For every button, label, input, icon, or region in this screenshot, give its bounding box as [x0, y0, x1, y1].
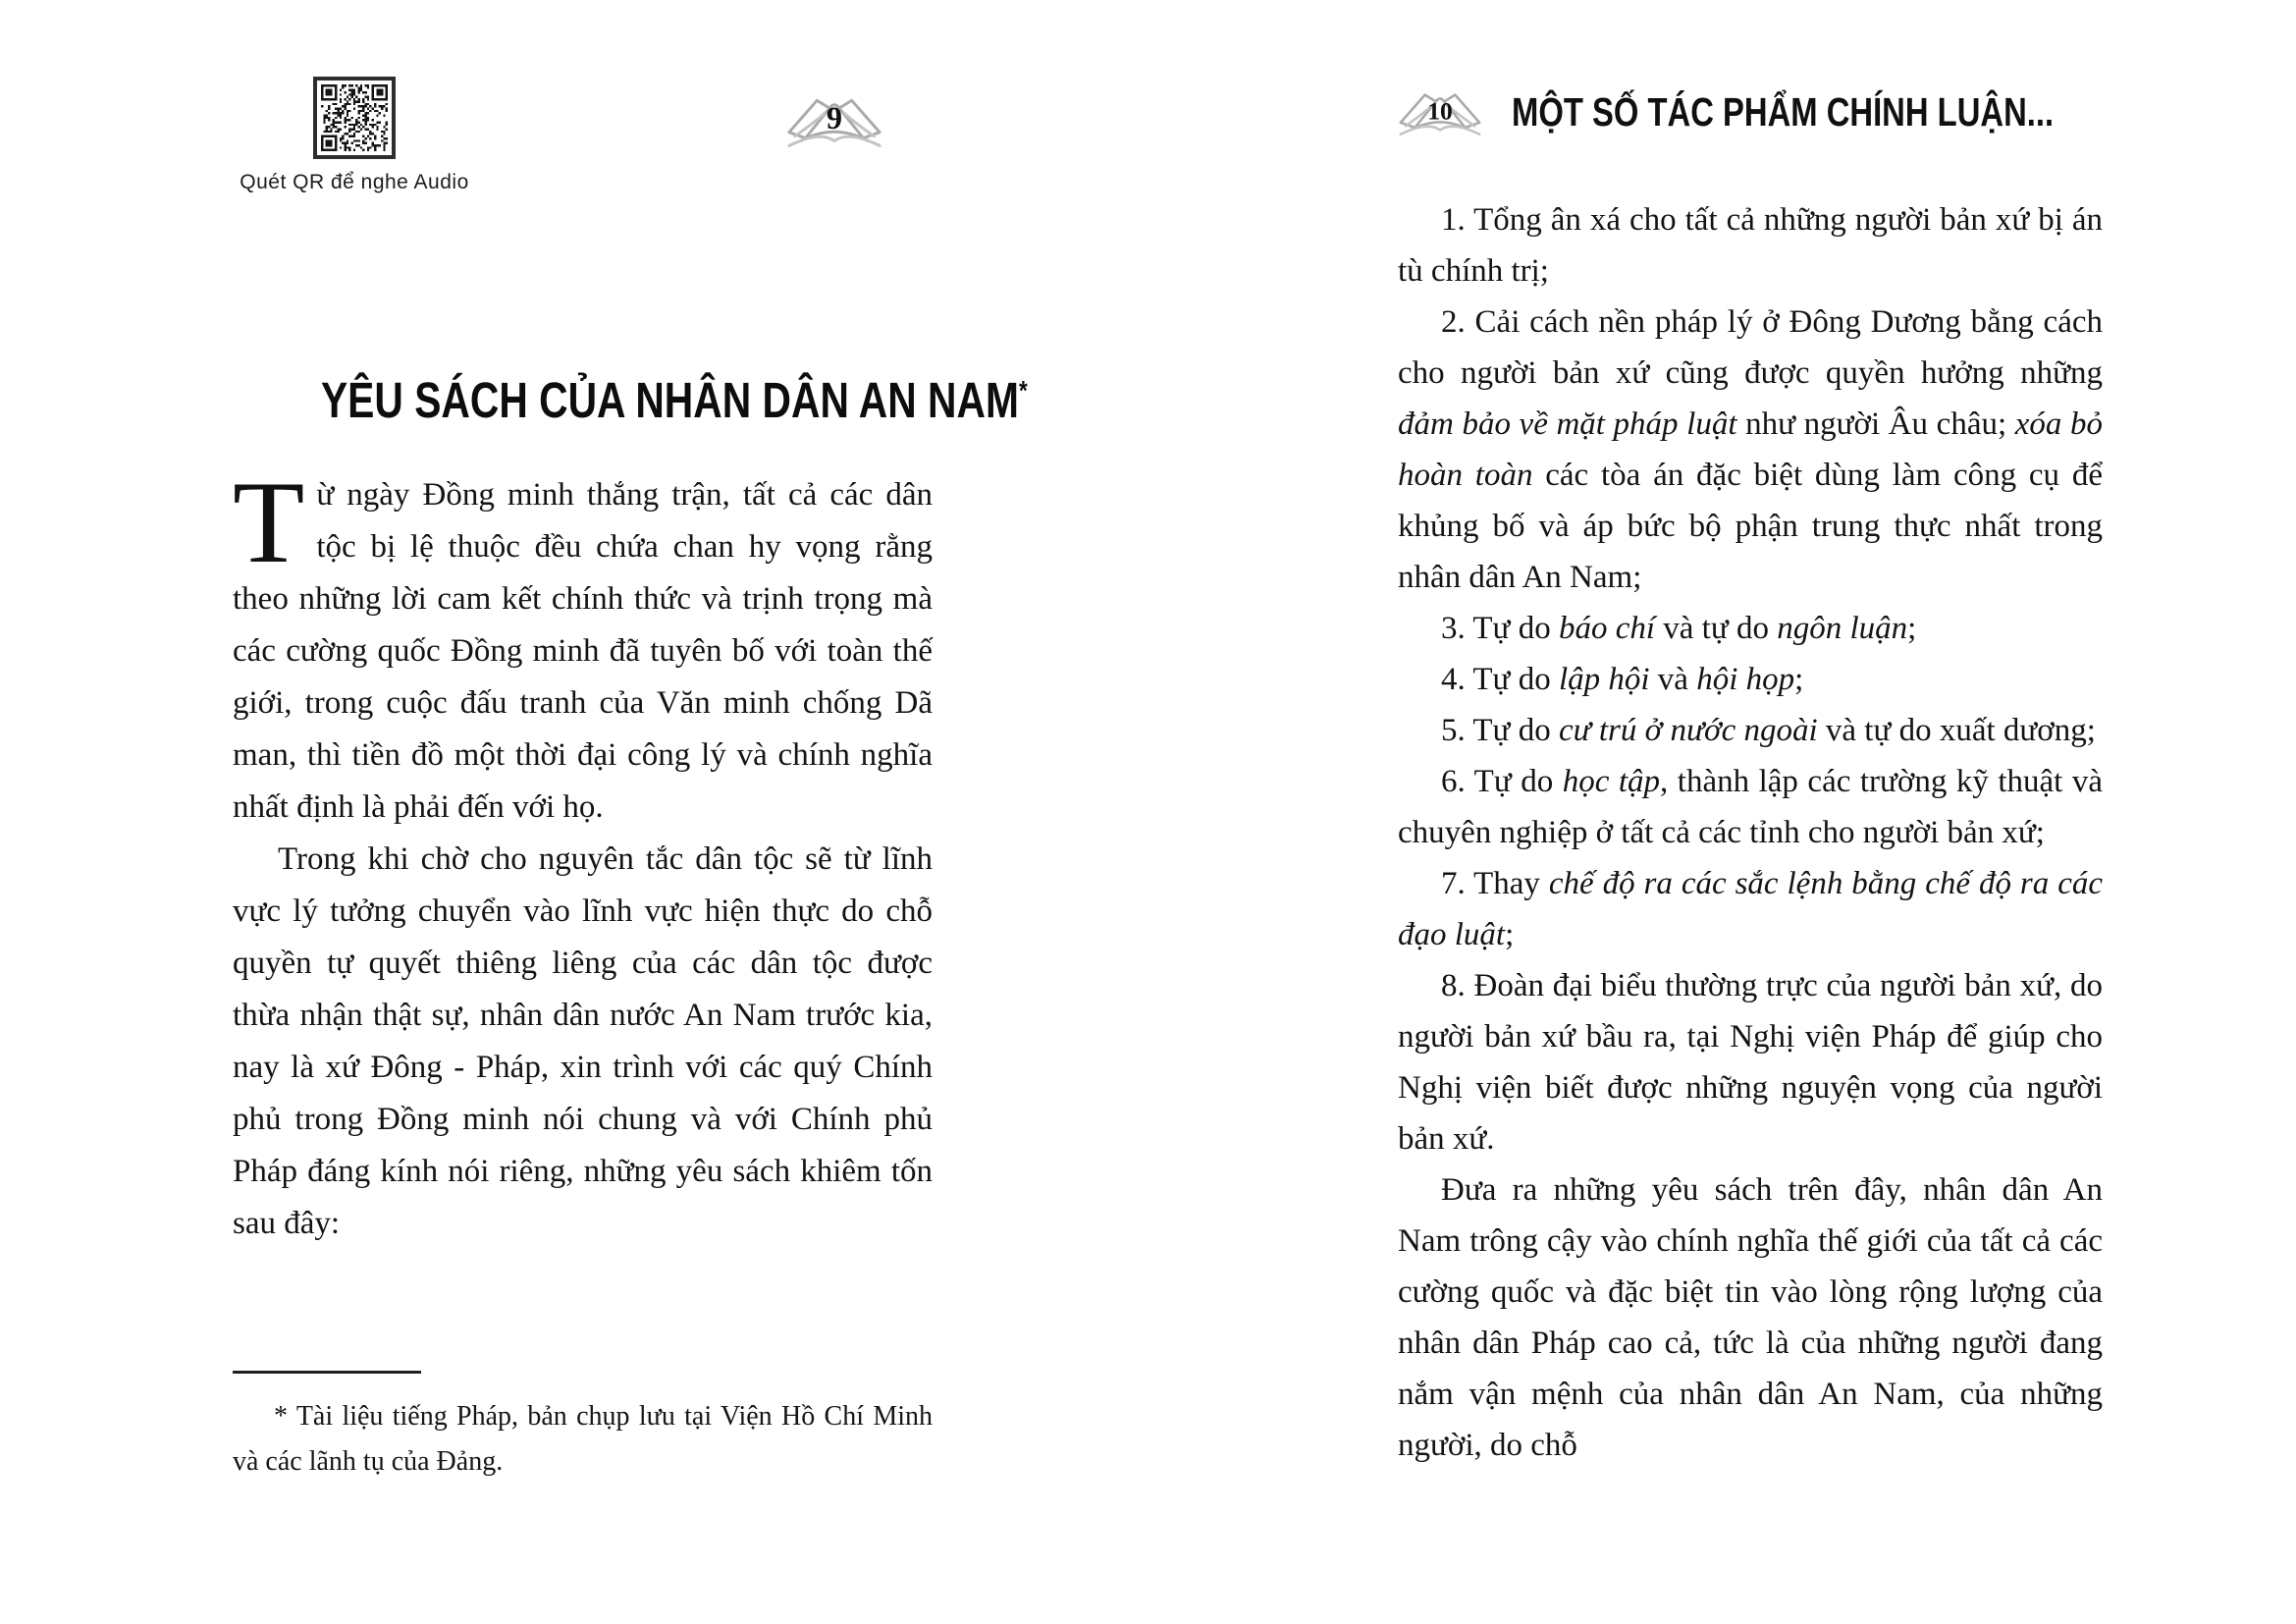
- qr-caption: Quét QR để nghe Audio: [240, 171, 469, 193]
- page-number-right: 10: [1427, 96, 1453, 126]
- page-number-left: 9: [826, 100, 843, 136]
- paragraph: 4. Tự do lập hội và hội họp;: [1441, 662, 1804, 697]
- open-book-ornament-icon: [1394, 82, 1486, 142]
- paragraph: 1. Tổng ân xá cho tất cả những người bản xứ bị án tù chính trị;: [1398, 202, 2103, 289]
- right-page-header: [1394, 82, 2105, 142]
- paragraph: 3. Tự do báo chí và tự do ngôn luận;: [1441, 611, 1917, 646]
- qr-code-icon: [313, 77, 396, 159]
- right-page-body: [1398, 194, 2103, 1471]
- paragraph: 7. Thay chế độ ra các sắc lệnh bằng chế độ ra các đạo luật;: [1398, 866, 2103, 952]
- qr-block: [234, 77, 475, 194]
- left-page-body: [233, 457, 933, 1250]
- running-title: MỘT SỐ TÁC PHẨM CHÍNH LUẬN...: [1512, 89, 2055, 135]
- footnote-marker: *: [1018, 375, 1028, 406]
- paragraph: 6. Tự do học tập, thành lập các trường kỹ thuật và chuyên nghiệp ở tất cả các tỉnh cho người bản xứ;: [1398, 764, 2103, 850]
- paragraph: 2. Cải cách nền pháp lý ở Đông Dương bằng cách cho người bản xứ cũng được quyền hưởng những đảm bảo về mặt pháp luật như người Âu châu; xóa bỏ hoàn toàn các tòa án đặc biệt dùng làm công cụ để khủng bố và áp bức bộ phận trung thực nhất trong nhân dân An Nam;: [1398, 304, 2104, 595]
- open-book-ornament-icon: [781, 86, 887, 149]
- footnote-rule: [233, 1371, 421, 1374]
- paragraph: 5. Tự do cư trú ở nước ngoài và tự do xuất dương;: [1441, 713, 2096, 748]
- paragraph: Trong khi chờ cho nguyên tắc dân tộc sẽ từ lĩnh vực lý tưởng chuyển vào lĩnh vực hiện thực do chỗ quyền tự quyết thiêng liêng của các dân tộc được thừa nhận thật sự, nhân dân nước An Nam trước kia, nay là xứ Đông - Pháp, xin trình với các quý Chính phủ trong Đồng minh nói chung và với Chính phủ Pháp đáng kính nói riêng, những yêu sách khiêm tốn sau đây:: [233, 841, 933, 1241]
- footnote: * Tài liệu tiếng Pháp, bản chụp lưu tại Viện Hồ Chí Minh và các lãnh tụ của Đảng.: [233, 1401, 933, 1477]
- chapter-title: YÊU SÁCH CỦA NHÂN DÂN AN NAM*: [320, 372, 1028, 429]
- paragraph: Đưa ra những yêu sách trên đây, nhân dân An Nam trông cậy vào chính nghĩa thế giới của tất cả các cường quốc và đặc biệt tin vào lòng rộng lượng của nhân dân Pháp cao cả, tức là của những người đang nắm vận mệnh của nhân dân An Nam, của những người, do chỗ: [1398, 1172, 2103, 1463]
- paragraph: Từ ngày Đồng minh thắng trận, tất cả các dân tộc bị lệ thuộc đều chứa chan hy vọng rằng theo những lời cam kết chính thức và trịnh trọng mà các cường quốc Đồng minh đã tuyên bố với toàn thế giới, trong cuộc đấu tranh của Văn minh chống Dã man, thì tiền đồ một thời đại công lý và chính nghĩa nhất định là phải đến với họ.: [233, 457, 933, 825]
- dropcap: T: [233, 457, 305, 587]
- paragraph: 8. Đoàn đại biểu thường trực của người bản xứ, do người bản xứ bầu ra, tại Nghị viện Pháp để giúp cho Nghị viện biết được những nguyện vọng của người bản xứ.: [1398, 968, 2103, 1157]
